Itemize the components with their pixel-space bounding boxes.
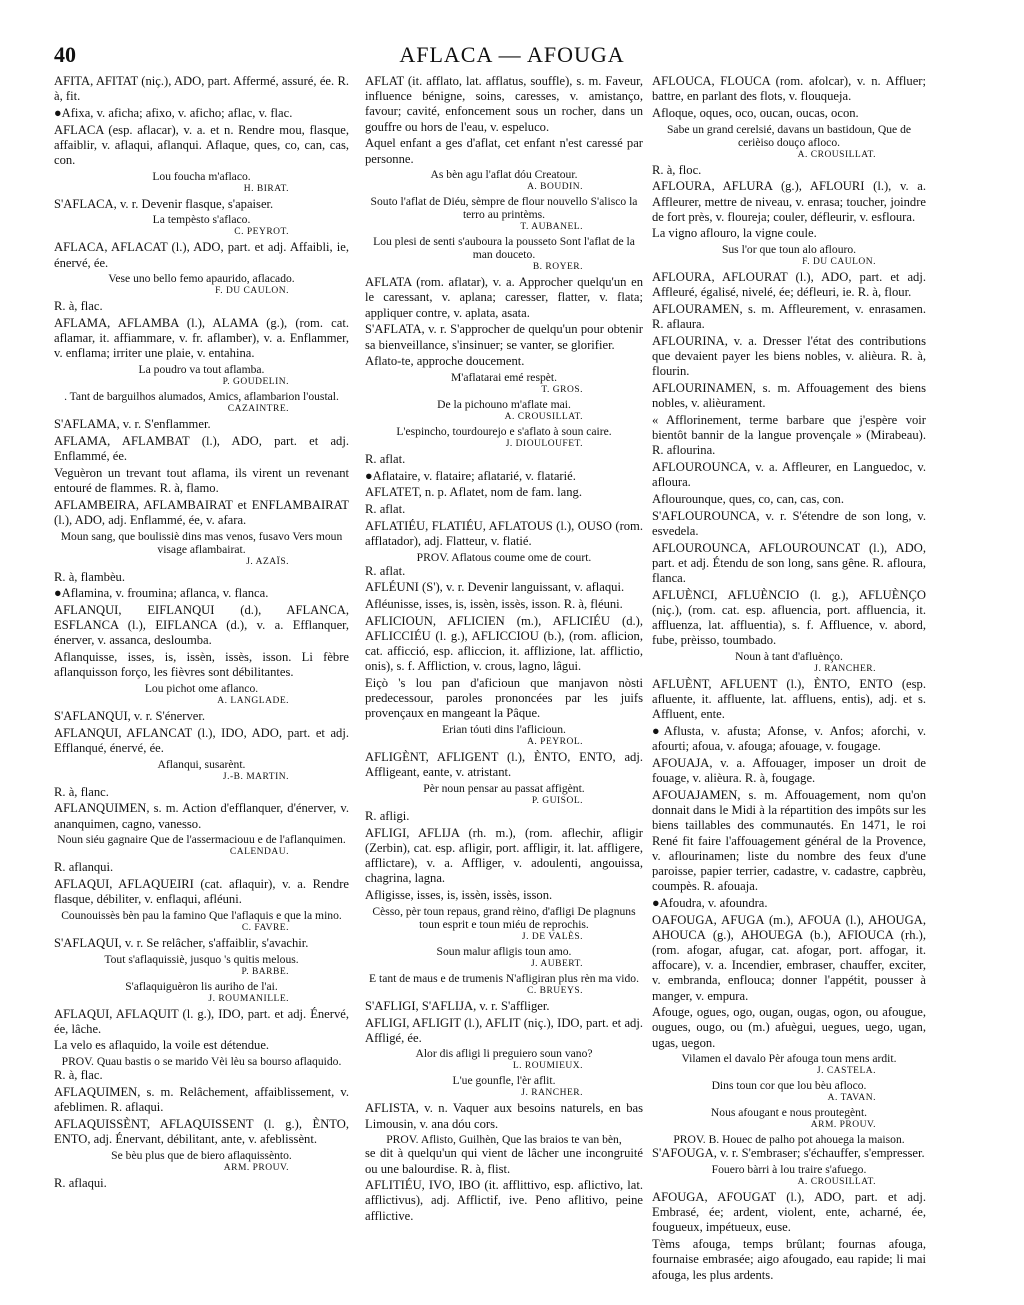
quotation: Soun malur afligis toun amo.	[436, 944, 572, 958]
dictionary-entry: AFLAQUI, AFLAQUIT (l. g.), IDO, part. et adj. Énervé, ée, lâche.	[54, 1006, 349, 1036]
quotation: L'espincho, tourdourejo e s'aflato à soun caire.	[396, 424, 612, 438]
dictionary-entry: AFLAQUI, AFLAQUEIRI (cat. aflaquir), v. a. Rendre flasque, débiliter, v. enflaqui, afléuni.	[54, 876, 349, 907]
attribution: A. CROUSILLAT.	[504, 411, 583, 422]
quotation: PROV. Quau bastis o se marido Vèi lèu sa bourso aflaquido.	[61, 1055, 342, 1069]
dictionary-entry: Aflanquisse, isses, is, issèn, issès, isson. Li fèbre aflanquisson forço, les fièvres sont débilitantes.	[54, 650, 349, 680]
dictionary-entry: AFLISTA, v. n. Vaquer aux besoins naturels, en bas Limousin, v. ana dóu cors.	[365, 1101, 643, 1131]
attribution: ARM. PROUV.	[810, 1120, 876, 1131]
attribution: J. CASTELA.	[816, 1066, 876, 1077]
dictionary-entry: AFLAMA, AFLAMBA (l.), ALAMA (g.), (rom. cat. aflamar, it. affiammare, v. fr. aflamber), v. a. Enflammer, v. enflama; irriter une plaie, v. entahina.	[54, 316, 349, 361]
column-middle	[365, 74, 643, 1225]
attribution: J. RANCHER.	[521, 1088, 583, 1099]
dictionary-entry: ●Afoudra, v. afoundra.	[652, 895, 768, 910]
quotation: Lou foucha m'aflaco.	[152, 169, 251, 183]
dictionary-entry: AFLANQUI, EIFLANQUI (d.), AFLANCA, ESFLANCA (l.), EIFLANCA (d.), v. a. Efflanquer, énerver, v. assanca, desloumba.	[54, 602, 349, 648]
attribution: J. AZAÏS.	[246, 556, 289, 567]
dictionary-entry: R. aflat.	[365, 563, 406, 578]
dictionary-entry: AFLOURINAMEN, s. m. Affouagement des biens nobles, v. alièurament.	[652, 381, 926, 411]
dictionary-entry: AFLOURA, AFLURA (g.), AFLOURI (l.), v. a. Affleurer, mettre de niveau, v. enrasa; toucher, joindre de fort près, v. floureja; couler, défleurir, v. esfloura.	[652, 179, 926, 224]
dictionary-entry: Afléunisse, isses, is, issèn, issès, isson. R. à, fléuni.	[365, 597, 623, 612]
attribution: C. BRUEYS.	[527, 985, 583, 996]
page-title: AFLACA — AFOUGA	[399, 42, 625, 67]
attribution: P. BARBE.	[241, 966, 289, 977]
attribution: J. RANCHER.	[814, 664, 876, 674]
quotation: . Tant de barguilhos alumados, Amics, aflambarion l'oustal.	[64, 390, 339, 404]
dictionary-entry: R. à, flac.	[54, 299, 103, 314]
dictionary-entry: La velo es aflaquido, la voile est détendue.	[54, 1038, 270, 1053]
attribution: A. TAVAN.	[827, 1093, 876, 1104]
quotation: Noun à tant d'afluènço.	[735, 650, 843, 663]
dictionary-entry: « Afflorinement, terme barbare que j'espère voir bientôt bannir de la langue provençale » (Mirabeau). R. aflourina.	[652, 412, 926, 458]
dictionary-entry: AFLOUROUNCA, AFLOUROUNCAT (l.), ADO, part. et adj. Étendu de son long, sans gêne. R. afloura, flanca.	[652, 540, 926, 585]
dictionary-entry: AFLAMA, AFLAMBAT (l.), ADO, part. et adj. Enflammé, ée.	[54, 433, 349, 464]
quotation: S'aflaquiguèron lis auriho de l'ai.	[125, 979, 278, 993]
dictionary-entry: Aquel enfant a ges d'aflat, cet enfant n'est caressé par personne.	[365, 136, 643, 166]
dictionary-entry: AFLUÈNCI, AFLUÈNCIO (l. g.), AFLUÈNÇO (niç.), (rom. cat. esp. afluencia, port. affluencia, it. affluenza, lat. affluentia), s. f. Affluence, v. abord, fube, prèisso, toumbado.	[652, 587, 926, 648]
quotation: Aflanqui, susarènt.	[157, 757, 246, 771]
dictionary-entry: ●Afixa, v. aficha; afixo, v. aficho; aflac, v. flac.	[54, 105, 293, 120]
quotation: Fouero bàrri à lou traire s'afuego.	[711, 1163, 867, 1177]
page-number: 40	[54, 42, 76, 67]
attribution: A. PEYROL.	[527, 737, 583, 748]
dictionary-entry: S'AFLAMA, v. r. S'enflammer.	[54, 417, 211, 432]
attribution: A. CROUSILLAT.	[797, 149, 876, 160]
attribution: C. PEYROT.	[234, 227, 289, 238]
quotation: Cèsso, pèr toun repaus, grand rèino, d'afligi De plagnuns toun esprit e toun miéu de reprochis.	[372, 904, 636, 931]
dictionary-entry: S'AFOUGA, v. r. S'embraser; s'échauffer, s'empresser.	[652, 1146, 925, 1161]
dictionary-entry: AFLANQUI, AFLANCAT (l.), IDO, ADO, part. et adj. Efflanqué, énervé, ée.	[54, 725, 349, 755]
dictionary-entry: S'AFLANQUI, v. r. S'énerver.	[54, 708, 205, 723]
quotation: Nous afougant e nous proutegènt.	[710, 1106, 868, 1120]
attribution: ARM. PROUV.	[223, 1162, 289, 1173]
attribution: CALENDAU.	[229, 847, 289, 858]
dictionary-entry: AFLITIÉU, IVO, IBO (it. afflittivo, esp. aflictivo, lat. afflictivus), adj. Afflictif, ive. Peno aflitivo, peine afflictive.	[365, 1178, 643, 1223]
dictionary-entry: AFLOUCA, FLOUCA (rom. afolcar), v. n. Affluer; battre, en parlant des flots, v. flouqueja.	[652, 74, 926, 104]
quotation: La poudro va tout aflamba.	[138, 363, 265, 377]
dictionary-entry: se dit à quelqu'un qui vient de lâcher une incongruité ou une balourdise. R. à, flist.	[365, 1146, 643, 1176]
attribution: A. CROUSILLAT.	[797, 1177, 876, 1188]
dictionary-entry: R. aflat.	[365, 502, 406, 517]
quotation: M'aflatarai emé respèt.	[450, 370, 558, 384]
dictionary-entry: La vigno aflouro, la vigne coule.	[652, 226, 817, 241]
dictionary-entry: AFLIGI, AFLIJA (rh. m.), (rom. aflechir, afligir (Zerbin), cat. esp. afligir, port. affligir, it. lat. affligere, afflictare), v. a. Affliger, v. adoulenti, angouissa, chagrina, lagna.	[365, 825, 643, 886]
quotation: PROV. Aflisto, Guilhèn, Que las braios te van bèn,	[386, 1133, 622, 1147]
dictionary-entry: Aflourounque, ques, co, can, cas, con.	[652, 491, 844, 506]
dictionary-entry: R. aflanqui.	[54, 860, 114, 875]
dictionary-entry: S'AFLOUROUNCA, v. r. S'étendre de son long, v. esvedela.	[652, 508, 926, 538]
column-left	[54, 74, 349, 1192]
dictionary-entry: Veguèron un trevant tout aflama, ils virent un revenant entouré de flammes. R. à, flamo.	[54, 465, 349, 495]
dictionary-entry: AFLAQUISSÈNT, AFLAQUISSENT (l. g.), ÈNTO, ENTO, adj. Énervant, débilitant, ante, v. afeblissènt.	[54, 1116, 349, 1146]
quotation: Moun sang, que boulissiè dins mas venos, fusavo Vers moun visage aflambairat.	[60, 529, 343, 556]
attribution: B. ROYER.	[532, 262, 583, 273]
attribution: F. DU CAULON.	[802, 257, 876, 268]
attribution: J.-B. MARTIN.	[222, 771, 289, 782]
dictionary-entry: OAFOUGA, AFUGA (m.), AFOUA (l.), AHOUGA, AHOUCA (g.), AHOUEGA (b.), AFIOUCA (rh.), (rom. afogar, afugar, cat. afogar, port. affogar, it. affocare), v. a. Incendier, embraser, chauffer, exciter, v. embranda, enflouca; donner l'appétit, pousser à manger, v. empura.	[652, 912, 926, 1003]
dictionary-entry: Afloque, oques, oco, oucan, oucas, ocon.	[652, 105, 859, 120]
dictionary-entry: AFLAQUIMEN, s. m. Relâchement, affaiblissement, v. afeblimen. R. aflaqui.	[54, 1084, 349, 1115]
quotation: Lou plesi de senti s'auboura la pousseto Sont l'aflat de la man douceto.	[373, 235, 635, 262]
dictionary-entry: AFLUÈNT, AFLUENT (l.), ÈNTO, ENTO (esp. afluente, it. affluente, lat. affluens, entis), adj. et s. Affluent, ente.	[652, 677, 926, 722]
attribution: J. ROUMANILLE.	[208, 993, 289, 1004]
dictionary-entry: AFLICIOUN, AFLICIEN (m.), AFLICIÉU (d.), AFLICCIÉU (l. g.), AFLICCIOU (b.), (rom. aflicion, cat. afficció, esp. afliccion, it. afflizione, lat. afflictio, onis), s. f. Affliction, v. crous, lagno, lâgui.	[365, 613, 643, 674]
dictionary-entry: R. à, flanc.	[54, 784, 109, 799]
quotation: Counouissès bèn pau la famino Que l'aflaquis e que la mino.	[61, 908, 342, 922]
quotation: Vilamen el davalo Pèr afouga toun mens ardit.	[681, 1052, 897, 1066]
attribution: P. GUISOL.	[531, 796, 583, 807]
dictionary-entry: AFLIGÈNT, AFLIGENT (l.), ÈNTO, ENTO, adj. Affligeant, eante, v. atristant.	[365, 750, 643, 780]
attribution: T. AUBANEL.	[520, 222, 583, 233]
dictionary-entry: S'AFLIGI, S'AFLIJA, v. r. S'affliger.	[365, 998, 550, 1013]
dictionary-entry: R. à, flac.	[54, 1068, 103, 1083]
quotation: PROV. B. Houec de palho pot ahouega la maison.	[673, 1133, 905, 1147]
quotation: Lou pichot ome aflanco.	[144, 681, 259, 695]
dictionary-entry: S'AFLACA, v. r. Devenir flasque, s'apaiser.	[54, 196, 274, 211]
dictionary-entry: Tèms afouga, temps brûlant; fournas afouga, fournaise embrasée; aigo afougado, eau rapide; li mai afouga, les plus ardents.	[652, 1237, 926, 1282]
attribution: A. LANGLADE.	[217, 695, 289, 706]
dictionary-entry: AFOUAJAMEN, s. m. Affouagement, nom qu'on donnait dans le Midi à la répartition des impôts sur les biens taillables des communautés. En 1471, le roi René fit faire l'affouagement général de la Provence, v. aflourinamen; liste du nombre des feux d'une paroisse, papier terrier, cadastre, v. cadastre, capbrèu, coumpès. R. afouaja.	[652, 787, 926, 894]
quotation: De la pichouno m'aflate mai.	[437, 397, 571, 411]
dictionary-entry: R. à, flambèu.	[54, 569, 125, 584]
dictionary-entry: R. à, floc.	[652, 162, 702, 177]
attribution: A. BOUDIN.	[527, 182, 583, 193]
dictionary-entry: AFLACA, AFLACAT (l.), ADO, part. et adj. Affaibli, ie, énervé, ée.	[54, 240, 349, 270]
dictionary-entry: R. afligi.	[365, 809, 410, 824]
dictionary-entry: AFOUGA, AFOUGAT (l.), ADO, part. et adj. Embrasé, ée; ardent, violent, ente, acharné, ée, fougueux, impétueux, euse.	[652, 1190, 926, 1235]
quotation: La tempèsto s'aflaco.	[152, 213, 251, 227]
quotation: Pèr noun pensar au passat affigènt.	[423, 782, 585, 796]
quotation: Sabe un grand cerelsié, davans un bastidoun, Que de cerièiso douço afloco.	[666, 122, 912, 149]
attribution: F. DU CAULON.	[215, 286, 289, 297]
attribution: J. DE VALÈS.	[521, 931, 583, 942]
quotation: Dins toun cor que lou bèu afloco.	[711, 1079, 867, 1093]
quotation: Vese uno bello femo apaurido, aflacado.	[108, 272, 295, 286]
dictionary-entry: R. aflaqui.	[54, 1175, 107, 1190]
attribution: CAZAINTRE.	[227, 404, 289, 415]
dictionary-entry: AFLÉUNI (S'), v. r. Devenir languissant, v. aflaqui.	[365, 580, 625, 595]
dictionary-entry: AFLATA (rom. aflatar), v. a. Approcher quelqu'un en le caressant, v. aplana; caresser, flatter, v. flata; appliquer contre, v. aplata, asata.	[365, 275, 643, 320]
quotation: Alor dis afligi li preguiero soun vano?	[415, 1047, 593, 1061]
column-right	[652, 74, 926, 1284]
attribution: J. AUBERT.	[530, 958, 583, 969]
attribution: T. GROS.	[541, 384, 583, 395]
attribution: P. GOUDELIN.	[222, 377, 289, 388]
quotation: Se bèu plus que de biero aflaquissènto.	[111, 1148, 292, 1162]
dictionary-entry: ●Aflamina, v. froumina; aflanca, v. flanca.	[54, 586, 269, 601]
dictionary-entry: S'AFLAQUI, v. r. Se relâcher, s'affaiblir, s'avachir.	[54, 935, 309, 950]
dictionary-entry: Eiçò 's lou pan d'aficioun que manjavon nòsti predecessour, paroles prononcées par les juifs provençaux en mangeant la Pâque.	[365, 676, 643, 721]
dictionary-entry: AFLOUROUNCA, v. a. Affleurer, en Languedoc, v. afloura.	[652, 460, 926, 490]
dictionary-entry: AFOUAJA, v. a. Affouager, imposer un droit de fouage, v. alièura. R. à, fougage.	[652, 756, 926, 786]
dictionary-entry: Aflato-te, approche doucement.	[365, 354, 525, 369]
quotation: Sus l'or que toun alo aflouro.	[721, 243, 857, 257]
dictionary-entry: AFLOURINA, v. a. Dresser l'état des contributions que devaient payer les biens nobles, v. alièura. R. à, flourin.	[652, 333, 926, 379]
dictionary-entry: ●Aflusta, v. afusta; Afonse, v. Anfos; aforchi, v. afourti; afoua, v. afouga; afouage, v. fougage.	[652, 724, 926, 754]
dictionary-entry: S'AFLATA, v. r. S'approcher de quelqu'un pour obtenir sa bienveillance, s'insinuer; se vanter, se glorifier.	[365, 322, 643, 352]
quotation: L'ue gounfle, l'èr aflit.	[452, 1074, 556, 1088]
dictionary-entry: AFLATIÉU, FLATIÉU, AFLATOUS (l.), OUSO (rom. afflatador), adj. Flatteur, v. flatié.	[365, 518, 643, 548]
dictionary-entry: Afligisse, isses, is, issèn, issès, isson.	[365, 888, 553, 903]
attribution: C. FAVRE.	[241, 922, 289, 933]
dictionary-entry: AFITA, AFITAT (niç.), ADO, part. Affermé, assuré, ée. R. à, fit.	[54, 74, 349, 104]
quotation: As bèn agu l'aflat dóu Creatour.	[430, 168, 578, 182]
dictionary-entry: AFLAT (it. afflato, lat. afflatus, souffle), s. m. Faveur, influence bénigne, soins, caresses, v. amistanço, favour; cavité, enfoncement sous un rocher, dans un gouffre ou hors de l'eau, v. espeluco.	[365, 74, 643, 134]
attribution: J. DIOULOUFET.	[505, 438, 583, 449]
quotation: PROV. Aflatous coume ome de court.	[416, 550, 592, 564]
quotation: Tout s'aflaquissiè, jusquo 's quitis melous.	[104, 952, 299, 966]
quotation: Souto l'aflat de Diéu, sèmpre de flour nouvello S'alisco la terro au printèms.	[370, 195, 638, 222]
dictionary-entry: AFLIGI, AFLIGIT (l.), AFLIT (niç.), IDO, part. et adj. Affligé, ée.	[365, 1015, 643, 1045]
dictionary-entry: AFLACA (esp. aflacar), v. a. et n. Rendre mou, flasque, affaiblir, v. aflaqui, aflanqui. Aflaque, ques, co, can, cas, con.	[54, 122, 349, 168]
quotation: Noun siéu gagnaire Que de l'assermaciouu e de l'aflanquimen.	[57, 833, 346, 847]
dictionary-entry: AFLATET, n. p. Aflatet, nom de fam. lang.	[365, 485, 582, 500]
quotation: Erian tóuti dins l'aflicioun.	[442, 723, 566, 737]
dictionary-entry: Afouge, ogues, ogo, ougan, ougas, ogon, ou afougue, ougues, ougo, ou (m.) afuègui, uegues, uego, ugan, ugas, uegon.	[652, 1005, 926, 1050]
dictionary-entry: R. aflat.	[365, 451, 406, 466]
dictionary-entry: AFLANQUIMEN, s. m. Action d'efflanquer, d'énerver, v. ananquimen, cagno, vanesso.	[54, 801, 349, 831]
dictionary-entry: AFLOURA, AFLOURAT (l.), ADO, part. et adj. Affleuré, égalisé, nivelé, ée; défleuri, ie. R. à, flour.	[652, 270, 926, 300]
attribution: H. BIRAT.	[243, 183, 289, 194]
attribution: L. ROUMIEUX.	[512, 1061, 583, 1072]
quotation: E tant de maus e de trumenis N'afligiran plus rèn ma vido.	[369, 971, 639, 985]
dictionary-entry: AFLAMBEIRA, AFLAMBAIRAT et ENFLAMBAIRAT (l.), ADO, adj. Enflammé, ée, v. afara.	[54, 497, 349, 527]
dictionary-entry: ●Aflataire, v. flataire; aflatarié, v. flatarié.	[365, 468, 576, 483]
dictionary-entry: AFLOURAMEN, s. m. Affleurement, v. enrasamen. R. aflaura.	[652, 302, 926, 332]
